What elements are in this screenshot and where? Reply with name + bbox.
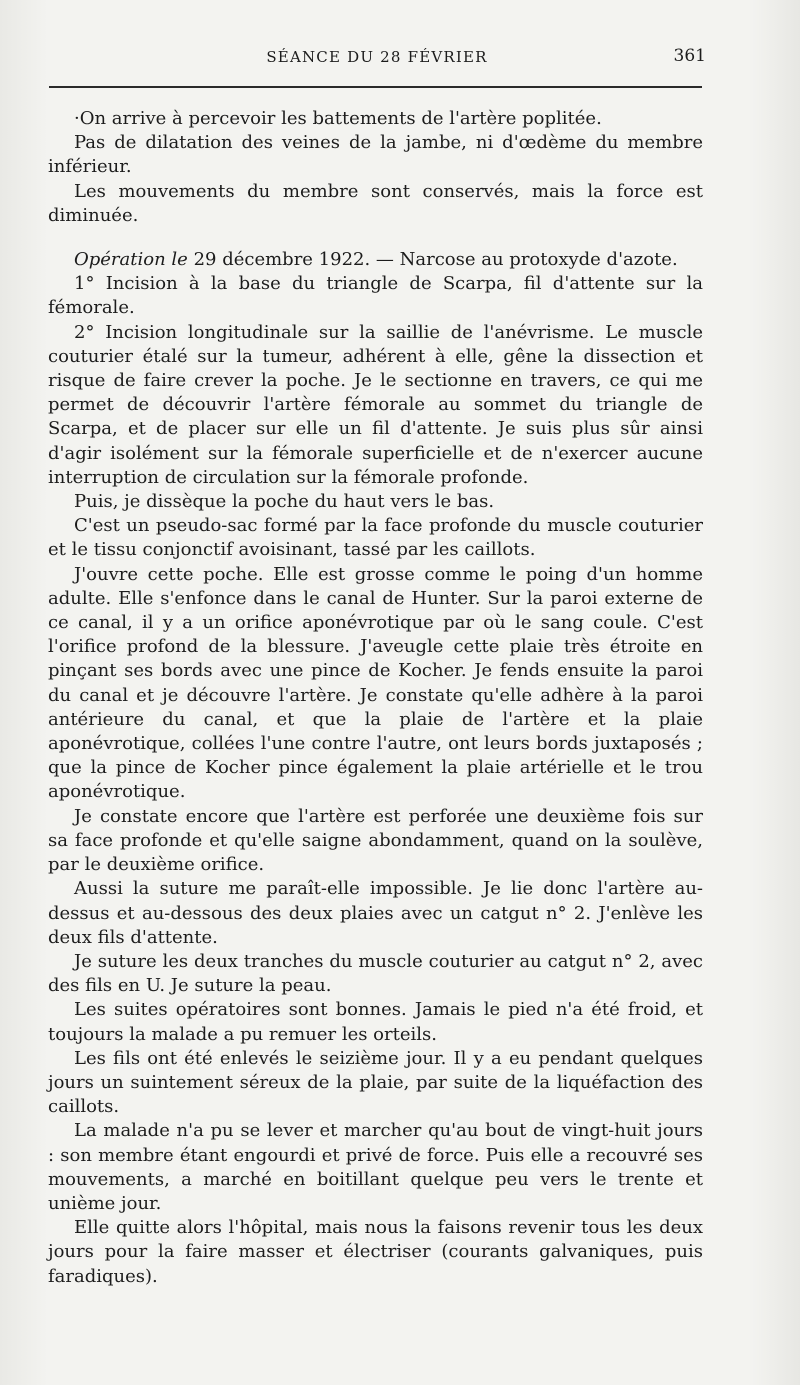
running-head-title: SÉANCE DU 28 FÉVRIER xyxy=(266,48,488,66)
paragraph: J'ouvre cette poche. Elle est grosse comme le poing d'un homme adulte. Elle s'enfonce dans le canal de Hunter. Sur la paroi externe de ce canal, il y a un orifice aponévrotique par où le sang coule. C'est l'orifice profond de la blessure. J'aveugle cette plaie très étroite en pinçant ses bords avec une pince de Kocher. Je fends ensuite la paroi du canal et je découvre l'artère. Je constate qu'elle adhère à la paroi antérieure du canal, et que la plaie de l'artère et la plaie aponévrotique, collées l'une contre l'autre, ont leurs bords juxtaposés ; que la pince de Kocher pince également la plaie artérielle et le trou aponévrotique. xyxy=(48,563,703,803)
paragraph: Puis, je dissèque la poche du haut vers le bas. xyxy=(74,491,495,513)
operation-date: 29 décembre 1922. — Narcose au protoxyde d'azote. xyxy=(193,249,678,271)
operation-heading: Opération le xyxy=(74,249,188,271)
paragraph: Les suites opératoires sont bonnes. Jamais le pied n'a été froid, et toujours la malade a pu remuer les orteils. xyxy=(48,999,703,1045)
paragraph: Elle quitte alors l'hôpital, mais nous la faisons revenir tous les deux jours pour la faire masser et électriser (courants galvaniques, puis faradiques). xyxy=(48,1217,703,1287)
body-text xyxy=(48,107,703,1289)
paragraph: Je suture les deux tranches du muscle couturier au catgut n° 2, avec des fils en U. Je suture la peau. xyxy=(48,950,703,997)
paragraph: Je constate encore que l'artère est perforée une deuxième fois sur sa face profonde et qu'elle saigne abondamment, quand on la soulève, par le deuxième orifice. xyxy=(48,805,703,876)
paragraph: La malade n'a pu se lever et marcher qu'au bout de vingt-huit jours : son membre étant engourdi et privé de force. Puis elle a recouvré ses mouvements, a marché en boitillant quelque peu vers le trente et unième jour. xyxy=(48,1120,703,1214)
header-rule xyxy=(49,86,702,88)
paragraph: ·On arrive à percevoir les battements de l'artère poplitée. xyxy=(74,108,602,129)
paragraph: C'est un pseudo-sac formé par la face profonde du muscle couturier et le tissu conjonctif avoisinant, tassé par les caillots. xyxy=(48,515,703,561)
paragraph: Les fils ont été enlevés le seizième jour. Il y a eu pendant quelques jours un suintement séreux de la plaie, par suite de la liquéfaction des caillots. xyxy=(48,1047,703,1118)
paragraph: 2° Incision longitudinale sur la saillie de l'anévrisme. Le muscle couturier étalé sur la tumeur, adhérent à elle, gêne la dissection et risque de faire crever la poche. Je le sectionne en travers, ce qui me permet de découvrir l'artère fémorale au sommet du triangle de Scarpa, et de placer sur elle un fil d'attente. Je suis plus sûr ainsi d'agir isolément sur la fémorale superficielle et de n'exercer aucune interruption de circulation sur la fémorale profonde. xyxy=(48,321,703,488)
paragraph: Les mouvements du membre sont conservés, mais la force est diminuée. xyxy=(48,180,703,226)
paragraph: Aussi la suture me paraît-elle impossible. Je lie donc l'artère au-dessus et au-dessous des deux plaies avec un catgut n° 2. J'enlève les deux fils d'attente. xyxy=(48,878,703,948)
paragraph-operation xyxy=(48,248,703,272)
running-head xyxy=(48,46,706,70)
paragraph: Pas de dilatation des veines de la jambe, ni d'œdème du membre inférieur. xyxy=(48,132,703,178)
page-number: 361 xyxy=(673,46,706,66)
paragraph: 1° Incision à la base du triangle de Scarpa, fil d'attente sur la fémorale. xyxy=(48,273,703,319)
